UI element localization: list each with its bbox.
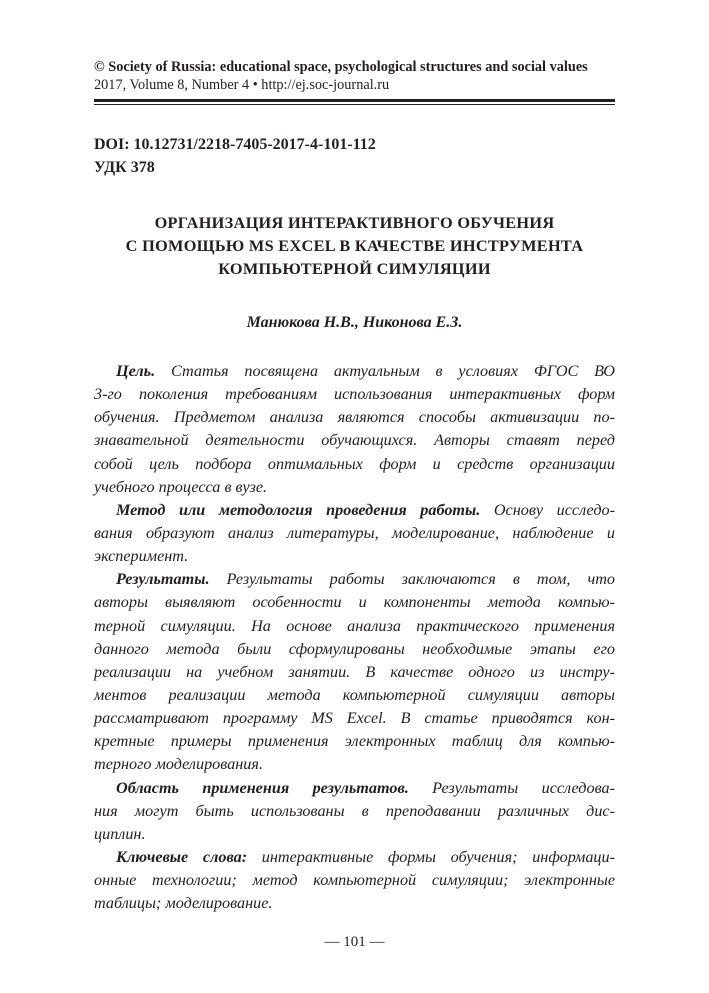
title-line: С ПОМОЩЬЮ MS EXCEL В КАЧЕСТВЕ ИНСТРУМЕНТА bbox=[125, 236, 584, 255]
abstract-line: таблицы; моделирование. bbox=[94, 894, 273, 913]
authors: Манюкова Н.В., Никонова Е.З. bbox=[246, 314, 463, 331]
results-label: Результаты. bbox=[116, 570, 210, 589]
keywords-label: Ключевые слова: bbox=[116, 847, 248, 866]
abstract-line: кретные примеры применения электронных таблиц для компью- bbox=[94, 732, 615, 751]
abstract-line: вания образуют анализ литературы, моделирование, наблюдение и bbox=[94, 523, 615, 542]
abstract bbox=[94, 360, 615, 915]
journal-issue-info: 2017, Volume 8, Number 4 • http://ej.soc-journal.ru bbox=[94, 77, 390, 93]
doi: DOI: 10.12731/2218-7405-2017-4-101-112 bbox=[94, 136, 376, 153]
abstract-line: знавательной деятельности обучающихся. Авторы ставят перед bbox=[94, 431, 615, 450]
abstract-line: обучения. Предметом анализа являются способы активизации по- bbox=[94, 408, 615, 427]
abstract-line: Результаты. Результаты работы заключаются в том, что bbox=[116, 570, 615, 589]
abstract-line: терного моделирования. bbox=[94, 755, 263, 774]
title-line: ОРГАНИЗАЦИЯ ИНТЕРАКТИВНОГО ОБУЧЕНИЯ bbox=[154, 213, 555, 232]
abstract-line: учебного процесса в вузе. bbox=[94, 477, 268, 496]
abstract-line: собой цель подбора оптимальных форм и средств организации bbox=[94, 454, 615, 473]
page-number: — 101 — bbox=[324, 934, 385, 950]
abstract-line: Цель. Статья посвящена актуальным в условиях ФГОС ВО bbox=[116, 362, 615, 380]
abstract-line: эксперимент. bbox=[94, 547, 189, 566]
goal-label: Цель. bbox=[116, 362, 156, 380]
abstract-line: авторы выявляют особенности и компоненты метода компью- bbox=[94, 593, 615, 612]
article-title bbox=[94, 211, 615, 280]
abstract-line: циплин. bbox=[94, 824, 146, 843]
abstract-line: ментов реализации метода компьютерной симуляции авторы bbox=[94, 685, 615, 704]
abstract-line: онные технологии; метод компьютерной симуляции; электронные bbox=[94, 871, 615, 890]
title-line: КОМПЬЮТЕРНОЙ СИМУЛЯЦИИ bbox=[218, 259, 491, 278]
abstract-line: 3-го поколения требованиям использования интерактивных форм bbox=[94, 385, 615, 404]
header-rule-thick bbox=[94, 99, 615, 102]
abstract-line: Ключевые слова: интерактивные формы обучения; информаци- bbox=[116, 847, 615, 866]
abstract-line: Область применения результатов. Результаты исследова- bbox=[116, 778, 615, 797]
abstract-line: реализации на учебном занятии. В качестве одного из инстру- bbox=[94, 662, 615, 681]
article-identifiers bbox=[94, 133, 376, 179]
header-rule-thin bbox=[94, 104, 615, 105]
abstract-line: рассматривают программу MS Excel. В статье приводятся кон- bbox=[94, 709, 615, 728]
scope-label: Область применения результатов. bbox=[116, 778, 409, 797]
abstract-line: Метод или методология проведения работы. Основу исследо- bbox=[116, 500, 616, 519]
udk: УДК 378 bbox=[94, 159, 155, 176]
journal-name: © Society of Russia: educational space, psychological structures and social values bbox=[94, 59, 588, 75]
journal-header bbox=[94, 58, 615, 94]
abstract-line: терной симуляции. На основе анализа практического применения bbox=[94, 616, 615, 635]
abstract-line: ния могут быть использованы в преподавании различных дис- bbox=[94, 801, 615, 820]
method-label: Метод или методология проведения работы. bbox=[116, 500, 481, 519]
abstract-line: данного метода были сформулированы необходимые этапы его bbox=[94, 639, 615, 658]
